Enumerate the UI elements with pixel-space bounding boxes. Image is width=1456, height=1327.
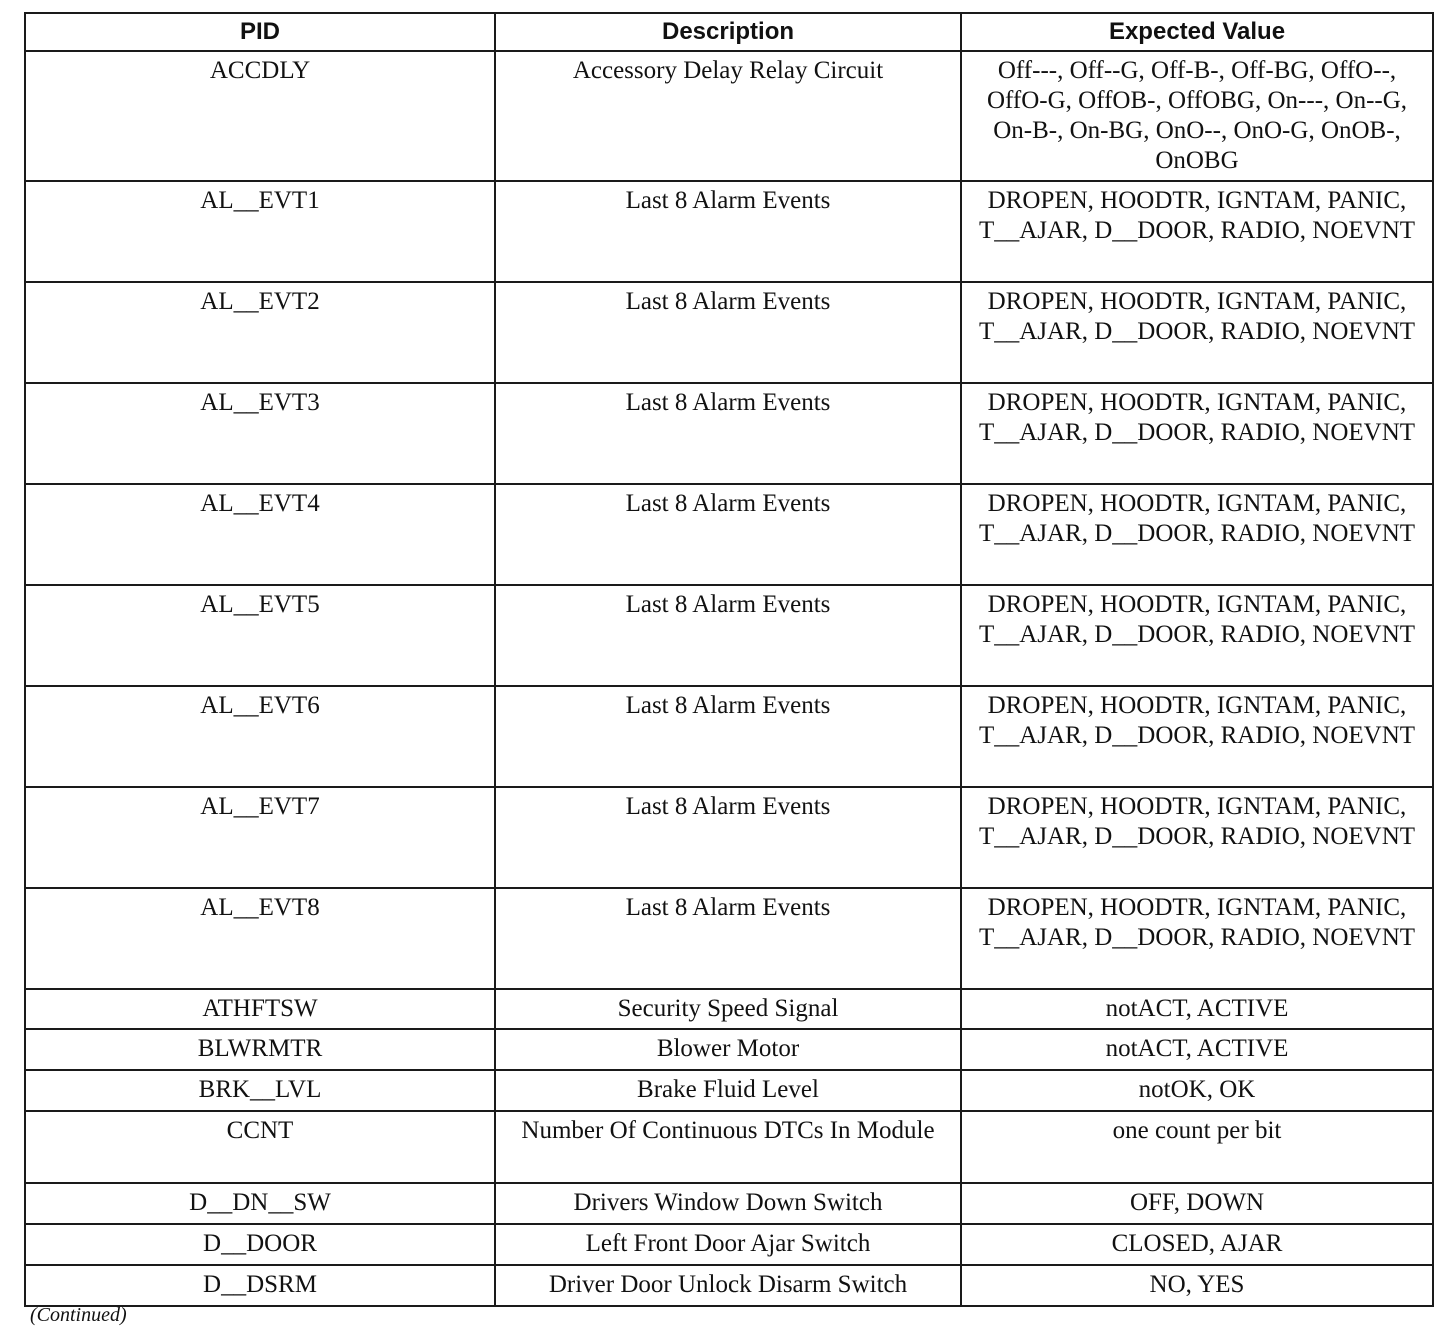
cell-expected-value: notACT, ACTIVE <box>961 989 1433 1029</box>
cell-expected-value: DROPEN, HOODTR, IGNTAM, PANIC, T__AJAR, D__DOOR, RADIO, NOEVNT <box>961 888 1433 989</box>
cell-description: Blower Motor <box>495 1029 961 1070</box>
cell-description: Last 8 Alarm Events <box>495 686 961 787</box>
header-description: Description <box>495 13 961 51</box>
table-row <box>25 585 1433 686</box>
table-row <box>25 383 1433 484</box>
cell-expected-value: NO, YES <box>961 1265 1433 1306</box>
table-row <box>25 787 1433 888</box>
table-row <box>25 1224 1433 1265</box>
cell-description: Brake Fluid Level <box>495 1070 961 1111</box>
cell-pid: D__DN__SW <box>25 1183 495 1224</box>
cell-expected-value: DROPEN, HOODTR, IGNTAM, PANIC, T__AJAR, D__DOOR, RADIO, NOEVNT <box>961 282 1433 383</box>
table-body <box>25 51 1433 1306</box>
table-row <box>25 181 1433 282</box>
table-row <box>25 1265 1433 1306</box>
cell-description: Last 8 Alarm Events <box>495 383 961 484</box>
cell-pid: CCNT <box>25 1111 495 1183</box>
table-header <box>25 13 1433 51</box>
cell-expected-value: DROPEN, HOODTR, IGNTAM, PANIC, T__AJAR, D__DOOR, RADIO, NOEVNT <box>961 484 1433 585</box>
cell-description: Last 8 Alarm Events <box>495 484 961 585</box>
cell-description: Last 8 Alarm Events <box>495 282 961 383</box>
cell-pid: AL__EVT5 <box>25 585 495 686</box>
cell-expected-value: OFF, DOWN <box>961 1183 1433 1224</box>
header-row <box>25 13 1433 51</box>
cell-pid: D__DSRM <box>25 1265 495 1306</box>
table-row <box>25 484 1433 585</box>
cell-pid: BRK__LVL <box>25 1070 495 1111</box>
cell-expected-value: DROPEN, HOODTR, IGNTAM, PANIC, T__AJAR, D__DOOR, RADIO, NOEVNT <box>961 686 1433 787</box>
table-row <box>25 1029 1433 1070</box>
cell-description: Drivers Window Down Switch <box>495 1183 961 1224</box>
cell-pid: BLWRMTR <box>25 1029 495 1070</box>
header-expected-value: Expected Value <box>961 13 1433 51</box>
cell-pid: D__DOOR <box>25 1224 495 1265</box>
cell-description: Left Front Door Ajar Switch <box>495 1224 961 1265</box>
cell-expected-value: DROPEN, HOODTR, IGNTAM, PANIC, T__AJAR, D__DOOR, RADIO, NOEVNT <box>961 181 1433 282</box>
table-row <box>25 51 1433 181</box>
table-row <box>25 888 1433 989</box>
cell-expected-value: DROPEN, HOODTR, IGNTAM, PANIC, T__AJAR, D__DOOR, RADIO, NOEVNT <box>961 787 1433 888</box>
pid-table <box>24 12 1434 1307</box>
table-row <box>25 989 1433 1029</box>
header-pid: PID <box>25 13 495 51</box>
cell-description: Number Of Continuous DTCs In Module <box>495 1111 961 1183</box>
table-row <box>25 1070 1433 1111</box>
table-row <box>25 1111 1433 1183</box>
cell-expected-value: CLOSED, AJAR <box>961 1224 1433 1265</box>
cell-description: Last 8 Alarm Events <box>495 787 961 888</box>
cell-description: Accessory Delay Relay Circuit <box>495 51 961 181</box>
cell-description: Last 8 Alarm Events <box>495 181 961 282</box>
cell-expected-value: one count per bit <box>961 1111 1433 1183</box>
cell-pid: AL__EVT7 <box>25 787 495 888</box>
cell-pid: ACCDLY <box>25 51 495 181</box>
cell-expected-value: notOK, OK <box>961 1070 1433 1111</box>
table-row <box>25 1183 1433 1224</box>
cell-description: Last 8 Alarm Events <box>495 585 961 686</box>
cell-description: Security Speed Signal <box>495 989 961 1029</box>
cell-pid: AL__EVT8 <box>25 888 495 989</box>
table-row <box>25 686 1433 787</box>
pid-table-container <box>24 12 1432 1307</box>
cell-pid: AL__EVT4 <box>25 484 495 585</box>
cell-expected-value: notACT, ACTIVE <box>961 1029 1433 1070</box>
cell-pid: AL__EVT6 <box>25 686 495 787</box>
cell-description: Driver Door Unlock Disarm Switch <box>495 1265 961 1306</box>
cell-pid: AL__EVT3 <box>25 383 495 484</box>
cell-pid: AL__EVT2 <box>25 282 495 383</box>
cell-description: Last 8 Alarm Events <box>495 888 961 989</box>
continued-note: (Continued) <box>30 1304 127 1326</box>
cell-expected-value: DROPEN, HOODTR, IGNTAM, PANIC, T__AJAR, D__DOOR, RADIO, NOEVNT <box>961 383 1433 484</box>
cell-pid: ATHFTSW <box>25 989 495 1029</box>
cell-pid: AL__EVT1 <box>25 181 495 282</box>
table-row <box>25 282 1433 383</box>
cell-expected-value: Off---, Off--G, Off-B-, Off-BG, OffO--, OffO-G, OffOB-, OffOBG, On---, On--G, On-B-, On-BG, OnO--, OnO-G, OnOB-, OnOBG <box>961 51 1433 181</box>
cell-expected-value: DROPEN, HOODTR, IGNTAM, PANIC, T__AJAR, D__DOOR, RADIO, NOEVNT <box>961 585 1433 686</box>
